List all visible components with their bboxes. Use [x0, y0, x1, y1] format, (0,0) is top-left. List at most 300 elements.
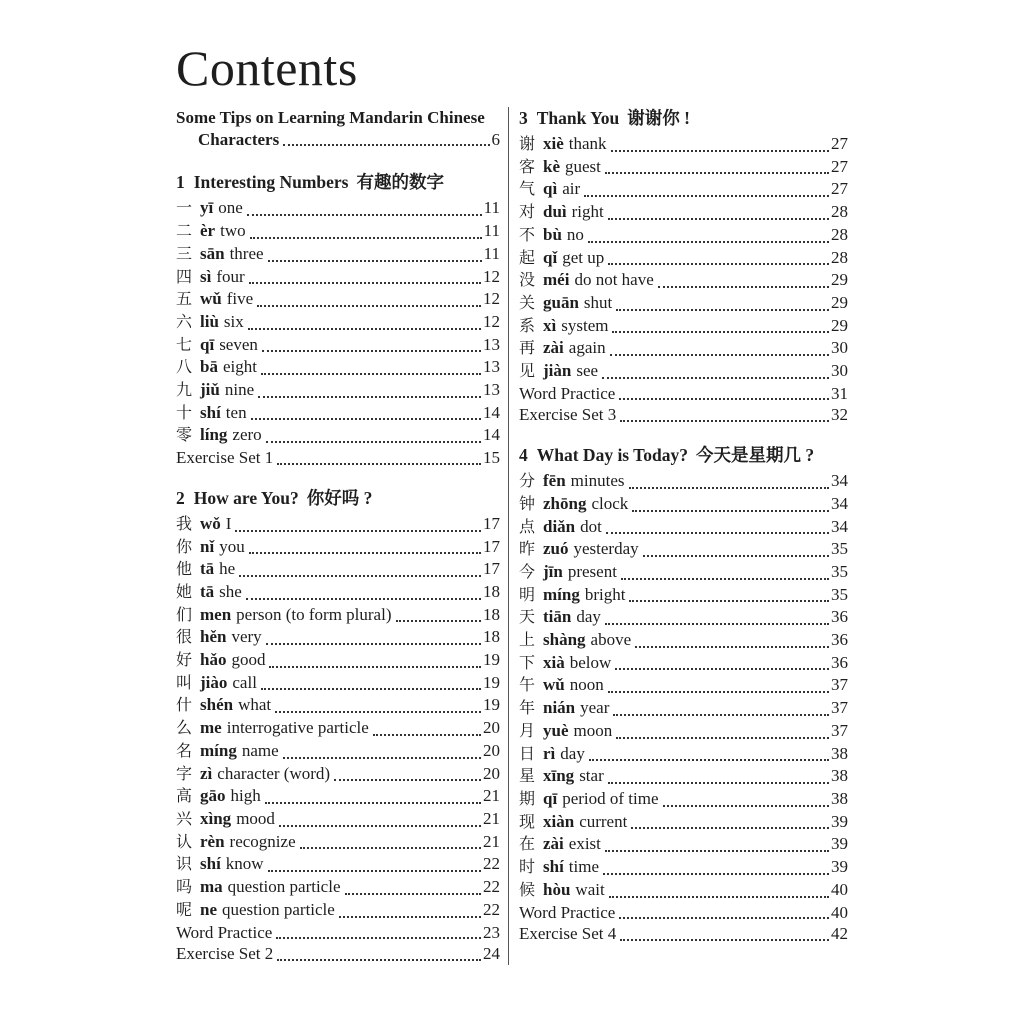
entry-label: nine [224, 380, 255, 400]
hanzi-character: 期 [519, 790, 536, 808]
entry-label: again [568, 338, 606, 358]
dot-leader [249, 552, 481, 554]
entry-label: bright [584, 584, 626, 604]
dot-leader [373, 734, 481, 736]
toc-entry [519, 674, 848, 697]
page-number: 18 [483, 581, 500, 601]
entry-label: present [567, 561, 617, 581]
entry-label: moon [573, 720, 613, 740]
entry-label: high [230, 786, 261, 806]
hanzi-character: 客 [519, 158, 536, 176]
pinyin-label: míng [200, 740, 237, 760]
pinyin-label: wǒ [200, 513, 221, 533]
entry-label: know [225, 854, 264, 874]
dot-leader [265, 802, 481, 804]
entry-label: system [561, 315, 609, 335]
entry-label: person (to form plural) [236, 604, 392, 624]
toc-entry [176, 536, 500, 559]
entry-label: Exercise Set 1 [176, 448, 274, 468]
section-title-en: How are You? [193, 487, 299, 508]
dot-leader [257, 305, 481, 307]
toc-entry [519, 788, 848, 811]
hanzi-character: 名 [176, 742, 193, 760]
page-number: 39 [831, 811, 848, 831]
page-number: 34 [831, 516, 848, 536]
contents-page [176, 42, 848, 965]
page-number: 37 [831, 698, 848, 718]
toc-columns [176, 107, 848, 965]
entry-label: Exercise Set 3 [519, 405, 617, 425]
page-number: 23 [483, 922, 500, 942]
toc-entry [176, 379, 500, 402]
pinyin-label: ma [200, 877, 223, 897]
toc-entry [519, 811, 848, 834]
toc-entry [519, 879, 848, 902]
toc-entry [176, 288, 500, 311]
pinyin-label: xì [543, 315, 557, 335]
toc-entry [519, 923, 848, 945]
front-matter-title-line1: Some Tips on Learning Mandarin Chinese [176, 108, 485, 127]
toc-entry [176, 694, 500, 717]
hanzi-character: 今 [519, 563, 536, 581]
entry-label: call [232, 672, 257, 692]
toc-section-2 [176, 487, 500, 965]
toc-entry [176, 943, 500, 965]
dot-leader [631, 827, 829, 829]
dot-leader [602, 377, 829, 379]
toc-entry [176, 922, 500, 944]
dot-leader [658, 286, 829, 288]
entry-label: time [568, 857, 600, 877]
pinyin-label: wǔ [200, 289, 222, 309]
entry-label: he [219, 559, 236, 579]
page-number: 21 [483, 831, 500, 851]
entry-label: shut [583, 292, 613, 312]
entry-label: three [229, 243, 264, 263]
hanzi-character: 系 [519, 317, 536, 335]
page-number: 29 [831, 270, 848, 290]
page-number: 13 [483, 380, 500, 400]
entry-label: Word Practice [519, 383, 616, 403]
dot-leader [268, 260, 482, 262]
hanzi-character: 分 [519, 473, 536, 491]
toc-section-4 [519, 444, 848, 945]
entry-label: name [241, 740, 279, 760]
front-matter-entry [176, 129, 500, 151]
pinyin-label: wǔ [543, 675, 565, 695]
page-number: 40 [831, 879, 848, 899]
hanzi-character: 八 [176, 359, 193, 377]
section-title [519, 444, 848, 466]
dot-leader [609, 896, 829, 898]
dot-leader [266, 441, 481, 443]
toc-entry [176, 717, 500, 740]
entry-label: get up [562, 247, 605, 267]
entry-label: eight [222, 357, 257, 377]
page-number: 27 [831, 156, 848, 176]
section-title [519, 107, 848, 129]
pinyin-label: me [200, 718, 222, 738]
entry-label: dot [580, 516, 602, 536]
toc-entry [176, 243, 500, 266]
hanzi-character: 不 [519, 226, 536, 244]
section-title-en: Thank You [536, 108, 620, 128]
toc-entry [519, 516, 848, 539]
dot-leader [616, 309, 829, 311]
pinyin-label: qī [543, 788, 558, 808]
page-number: 36 [831, 652, 848, 672]
pinyin-label: nián [543, 698, 576, 718]
page-number: 30 [831, 361, 848, 381]
toc-entry [519, 720, 848, 743]
dot-leader [620, 420, 829, 422]
page-number: 35 [831, 584, 848, 604]
dot-leader [266, 643, 481, 645]
dot-leader [608, 218, 829, 220]
entry-label: you [219, 536, 245, 556]
page-number: 27 [831, 179, 848, 199]
pinyin-label: diǎn [543, 516, 576, 536]
dot-leader [248, 328, 481, 330]
toc-entry [519, 360, 848, 383]
pinyin-label: rì [543, 743, 556, 763]
toc-entry [519, 404, 848, 426]
section-number: 2 [176, 487, 185, 508]
entry-label: below [569, 652, 612, 672]
toc-entry [176, 197, 500, 220]
dot-leader [249, 282, 481, 284]
pinyin-label: bā [200, 357, 218, 377]
hanzi-character: 点 [519, 518, 536, 536]
dot-leader [246, 598, 481, 600]
entry-label: current [579, 811, 628, 831]
section-number: 3 [519, 108, 528, 128]
toc-entry [176, 808, 500, 831]
hanzi-character: 么 [176, 720, 193, 738]
page-number: 18 [483, 604, 500, 624]
page-number: 14 [483, 402, 500, 422]
hanzi-character: 十 [176, 404, 193, 422]
page-number: 28 [831, 224, 848, 244]
pinyin-label: shàng [543, 630, 586, 650]
pinyin-label: xīng [543, 766, 575, 786]
dot-leader [277, 463, 481, 465]
toc-section-1 [176, 171, 500, 468]
toc-entry [519, 156, 848, 179]
hanzi-character: 她 [176, 583, 193, 601]
page-number: 22 [483, 899, 500, 919]
page-number: 38 [831, 743, 848, 763]
pinyin-label: zhōng [543, 493, 587, 513]
entry-label: ten [225, 402, 247, 422]
page-number: 20 [483, 763, 500, 783]
hanzi-character: 吗 [176, 879, 193, 897]
entry-label: very [231, 627, 262, 647]
dot-leader [632, 510, 829, 512]
toc-entry [519, 247, 848, 270]
entry-label: minutes [570, 471, 625, 491]
hanzi-character: 再 [519, 340, 536, 358]
page-number: 32 [831, 405, 848, 425]
dot-leader [239, 575, 481, 577]
dot-leader [610, 354, 829, 356]
hanzi-character: 识 [176, 856, 193, 874]
hanzi-character: 你 [176, 538, 193, 556]
page-number: 28 [831, 202, 848, 222]
page-number: 17 [483, 536, 500, 556]
entry-label: Word Practice [176, 922, 273, 942]
toc-entry [176, 424, 500, 447]
toc-entry [176, 672, 500, 695]
hanzi-character: 昨 [519, 541, 536, 559]
dot-leader [615, 668, 829, 670]
toc-section-3 [519, 107, 848, 426]
entry-label: I [225, 513, 232, 533]
dot-leader [588, 241, 829, 243]
dot-leader [258, 396, 481, 398]
page-title: Contents [176, 40, 358, 96]
section-title-zh: 今天是星期几 ? [695, 445, 815, 466]
hanzi-character: 对 [519, 204, 536, 222]
dot-leader [663, 805, 830, 807]
page-number: 19 [483, 695, 500, 715]
page-number: 12 [483, 311, 500, 331]
toc-entry [176, 513, 500, 536]
dot-leader [261, 688, 481, 690]
entry-label: see [576, 361, 599, 381]
dot-leader [620, 939, 829, 941]
dot-leader [605, 850, 829, 852]
page-number: 21 [483, 786, 500, 806]
toc-column-right [509, 107, 848, 965]
page-number: 36 [831, 607, 848, 627]
page-number: 22 [483, 877, 500, 897]
page-number: 12 [483, 266, 500, 286]
dot-leader [247, 214, 482, 216]
page-number: 34 [831, 471, 848, 491]
dot-leader [279, 825, 481, 827]
page-number: 20 [483, 718, 500, 738]
toc-entry [519, 201, 848, 224]
page-number: 34 [831, 493, 848, 513]
page-number: 39 [831, 834, 848, 854]
dot-leader [605, 623, 829, 625]
entry-label: Exercise Set 2 [176, 944, 274, 964]
toc-entry [519, 561, 848, 584]
entry-label: four [216, 266, 245, 286]
toc-entry [519, 606, 848, 629]
pinyin-label: jiǔ [200, 380, 220, 400]
hanzi-character: 明 [519, 586, 536, 604]
hanzi-character: 很 [176, 629, 193, 647]
toc-entry [519, 743, 848, 766]
entry-label: six [223, 311, 244, 331]
pinyin-label: zuó [543, 539, 569, 559]
entry-label: exist [568, 834, 601, 854]
toc-entry [176, 626, 500, 649]
page-number: 19 [483, 650, 500, 670]
hanzi-character: 见 [519, 363, 536, 381]
section-title-zh: 谢谢你 ! [627, 108, 690, 128]
page-number: 40 [831, 902, 848, 922]
toc-entry [519, 133, 848, 156]
pinyin-label: méi [543, 270, 570, 290]
dot-leader [396, 620, 482, 622]
hanzi-character: 上 [519, 632, 536, 650]
dot-leader [619, 917, 829, 919]
dot-leader [629, 600, 829, 602]
dot-leader [605, 172, 829, 174]
toc-entry [176, 402, 500, 425]
entry-label: recognize [229, 831, 296, 851]
pinyin-label: xìng [200, 808, 232, 828]
entry-label: do not have [574, 270, 654, 290]
pinyin-label: jiàn [543, 361, 572, 381]
hanzi-character: 时 [519, 859, 536, 877]
dot-leader [283, 757, 481, 759]
hanzi-character: 高 [176, 788, 193, 806]
toc-entry [176, 853, 500, 876]
pinyin-label: yī [200, 198, 214, 218]
page-number: 6 [491, 129, 500, 149]
dot-leader [621, 578, 829, 580]
dot-leader [235, 530, 481, 532]
toc-entry [519, 315, 848, 338]
pinyin-label: shí [200, 402, 221, 422]
pinyin-label: líng [200, 425, 228, 445]
hanzi-character: 三 [176, 245, 193, 263]
pinyin-label: qī [200, 334, 215, 354]
pinyin-label: sì [200, 266, 212, 286]
pinyin-label: jiào [200, 672, 228, 692]
hanzi-character: 四 [176, 268, 193, 286]
pinyin-label: liù [200, 311, 219, 331]
toc-entry [176, 899, 500, 922]
hanzi-character: 月 [519, 722, 536, 740]
entry-label: five [226, 289, 254, 309]
toc-entry [176, 763, 500, 786]
pinyin-label: tiān [543, 607, 572, 627]
entry-label: period of time [562, 788, 659, 808]
page-number: 31 [831, 383, 848, 403]
page-number: 20 [483, 740, 500, 760]
dot-leader [612, 331, 829, 333]
section-title [176, 171, 500, 193]
page-number: 36 [831, 630, 848, 650]
toc-entry [519, 833, 848, 856]
page-number: 29 [831, 315, 848, 335]
dot-leader [339, 916, 481, 918]
page-number: 29 [831, 292, 848, 312]
entry-label: Word Practice [519, 902, 616, 922]
toc-entry [176, 558, 500, 581]
toc-entry [176, 220, 500, 243]
hanzi-character: 叫 [176, 674, 193, 692]
entry-label: star [579, 766, 604, 786]
toc-entry [519, 697, 848, 720]
pinyin-label: kè [543, 156, 560, 176]
entry-label: thank [568, 134, 607, 153]
pinyin-label: guān [543, 292, 579, 312]
pinyin-label: hòu [543, 879, 571, 899]
entry-label: mood [236, 808, 275, 828]
page-number: 13 [483, 357, 500, 377]
front-matter-title-line2: Characters [198, 129, 280, 149]
dot-leader [334, 779, 481, 781]
toc-entry [519, 337, 848, 360]
toc-entry [176, 876, 500, 899]
page-number: 19 [483, 672, 500, 692]
toc-column-left [176, 107, 508, 965]
hanzi-character: 他 [176, 561, 193, 579]
hanzi-character: 候 [519, 881, 536, 899]
toc-entry [519, 629, 848, 652]
dot-leader [251, 418, 481, 420]
pinyin-label: shí [543, 857, 564, 877]
entry-label: day [560, 743, 585, 763]
toc-entry [519, 470, 848, 493]
entry-label: she [219, 581, 242, 601]
dot-leader [603, 873, 829, 875]
page-number: 35 [831, 561, 848, 581]
toc-entry [519, 383, 848, 405]
entry-label: good [231, 650, 266, 670]
hanzi-character: 呢 [176, 901, 193, 919]
toc-entry [519, 269, 848, 292]
pinyin-label: qì [543, 179, 558, 199]
dot-leader [584, 195, 829, 197]
pinyin-label: duì [543, 202, 567, 222]
section-title-zh: 你好吗 ? [306, 487, 373, 508]
toc-entry [176, 311, 500, 334]
pinyin-label: bù [543, 224, 562, 244]
hanzi-character: 零 [176, 427, 193, 445]
toc-entry [519, 652, 848, 675]
page-number: 39 [831, 857, 848, 877]
pinyin-label: ne [200, 899, 217, 919]
toc-entry [519, 178, 848, 201]
pinyin-label: fēn [543, 471, 566, 491]
page-number: 42 [831, 924, 848, 944]
hanzi-character: 七 [176, 336, 193, 354]
hanzi-character: 起 [519, 249, 536, 267]
toc-entry [176, 785, 500, 808]
pinyin-label: gāo [200, 786, 226, 806]
dot-leader [608, 691, 829, 693]
page-number: 17 [483, 513, 500, 533]
toc-entry [176, 356, 500, 379]
hanzi-character: 谢 [519, 136, 536, 153]
hanzi-character: 在 [519, 836, 536, 854]
page-number: 24 [483, 944, 500, 964]
hanzi-character: 没 [519, 272, 536, 290]
page-number: 38 [831, 788, 848, 808]
page-number: 11 [483, 243, 500, 263]
toc-entry [176, 604, 500, 627]
page-number: 37 [831, 720, 848, 740]
pinyin-label: xiè [543, 134, 564, 153]
page-number: 28 [831, 247, 848, 267]
toc-entry [519, 856, 848, 879]
dot-leader [643, 555, 829, 557]
entry-label: wait [575, 879, 605, 899]
entry-label: seven [219, 334, 258, 354]
entry-label: character (word) [217, 763, 331, 783]
hanzi-character: 兴 [176, 810, 193, 828]
hanzi-character: 钟 [519, 495, 536, 513]
entry-label: what [238, 695, 272, 715]
dot-leader [635, 646, 829, 648]
